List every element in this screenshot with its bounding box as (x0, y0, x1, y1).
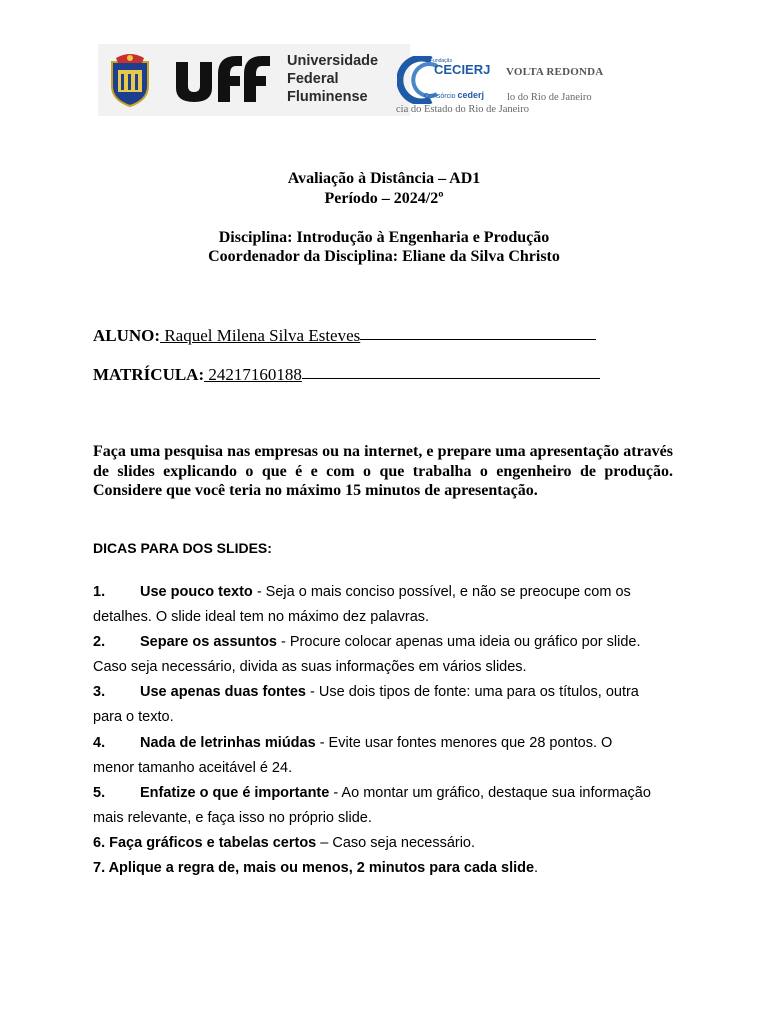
tip-item (93, 580, 653, 630)
period-title: Período – 2024/2º (324, 190, 444, 207)
tip-item (93, 731, 653, 781)
student-name-field (93, 326, 596, 346)
tip-number: 1. (93, 584, 106, 600)
coordinator-title: Coordenador da Disciplina: Eliane da Silva Christo (208, 248, 560, 265)
tip-heading: 6. Faça gráficos e tabelas certos (93, 835, 317, 851)
uff-name (287, 52, 378, 106)
tip-number: 3. (93, 684, 106, 700)
tip-heading: Use pouco texto (140, 584, 253, 600)
discipline-title: Disciplina: Introdução à Engenharia e Produção (218, 229, 550, 246)
registration-field (93, 365, 600, 385)
university-crest-logo (108, 52, 152, 108)
tip-body: - Evite usar fontes menores que 28 pontos. O menor tamanho aceitável é 24. (93, 735, 613, 776)
rio-line2: cia do Estado do Rio de Janeiro (396, 104, 529, 115)
aluno-label: ALUNO: (93, 326, 161, 345)
uff-logo (174, 52, 280, 104)
tip-heading: Use apenas duas fontes (140, 684, 306, 700)
aluno-value: Raquel Milena Silva Esteves (160, 326, 361, 345)
tip-number: 4. (93, 735, 106, 751)
tip-body: - Use dois tipos de fonte: uma para os títulos, outra para o texto. (93, 684, 639, 725)
uff-name-line1: Universidade (287, 53, 379, 69)
tip-item (93, 856, 653, 881)
tip-item (93, 831, 653, 856)
tip-body: . (534, 860, 539, 876)
uff-name-line2: Federal (287, 71, 339, 87)
assignment-prompt: Faça uma pesquisa nas empresas ou na internet, e prepare uma apresentação através de slides explicando o que é e com o que trabalha o engenheiro de produção. Considere que você teria no máximo 15 minutos de apresentação. (93, 443, 673, 500)
tip-item (93, 630, 653, 680)
tip-item (93, 781, 653, 831)
matricula-label: MATRÍCULA: (93, 365, 205, 384)
consorcio-label: Consórcio (424, 93, 456, 100)
tip-body: - Seja o mais conciso possível, e não se preocupe com os detalhes. O slide ideal tem no máximo dez palavras. (93, 584, 631, 625)
cecierj-fundacao-label: Fundação (430, 58, 453, 64)
tip-heading: Nada de letrinhas miúdas (140, 735, 316, 751)
tip-number: 5. (93, 785, 106, 801)
tip-body: - Procure colocar apenas uma ideia ou gráfico por slide. Caso seja necessário, divida as suas informações em vários slides. (93, 634, 641, 675)
cederj-label: cederj (457, 90, 484, 100)
tip-heading: Separe os assuntos (140, 634, 277, 650)
tip-heading: 7. Aplique a regra de, mais ou menos, 2 minutos para cada slide (93, 860, 535, 876)
rio-line1: lo do Rio de Janeiro (507, 92, 592, 103)
tip-body: - Ao montar um gráfico, destaque sua informação mais relevante, e faça isso no próprio slide. (93, 785, 651, 826)
cecierj-name: CECIERJ (434, 62, 491, 77)
matricula-underline (302, 377, 600, 379)
tip-number: 2. (93, 634, 106, 650)
evaluation-title: Avaliação à Distância – AD1 (287, 170, 481, 187)
matricula-value: 24217160188 (204, 365, 302, 384)
tip-heading: Enfatize o que é importante (140, 785, 330, 801)
tips-title: DICAS PARA DOS SLIDES: (93, 540, 272, 556)
uff-name-line3: Fluminense (287, 89, 368, 105)
volta-redonda-label: VOLTA REDONDA (506, 66, 604, 78)
tip-body: – Caso seja necessário. (316, 835, 476, 851)
tip-item (93, 680, 653, 730)
aluno-underline (360, 338, 596, 340)
cederj-consorcio (424, 90, 484, 100)
